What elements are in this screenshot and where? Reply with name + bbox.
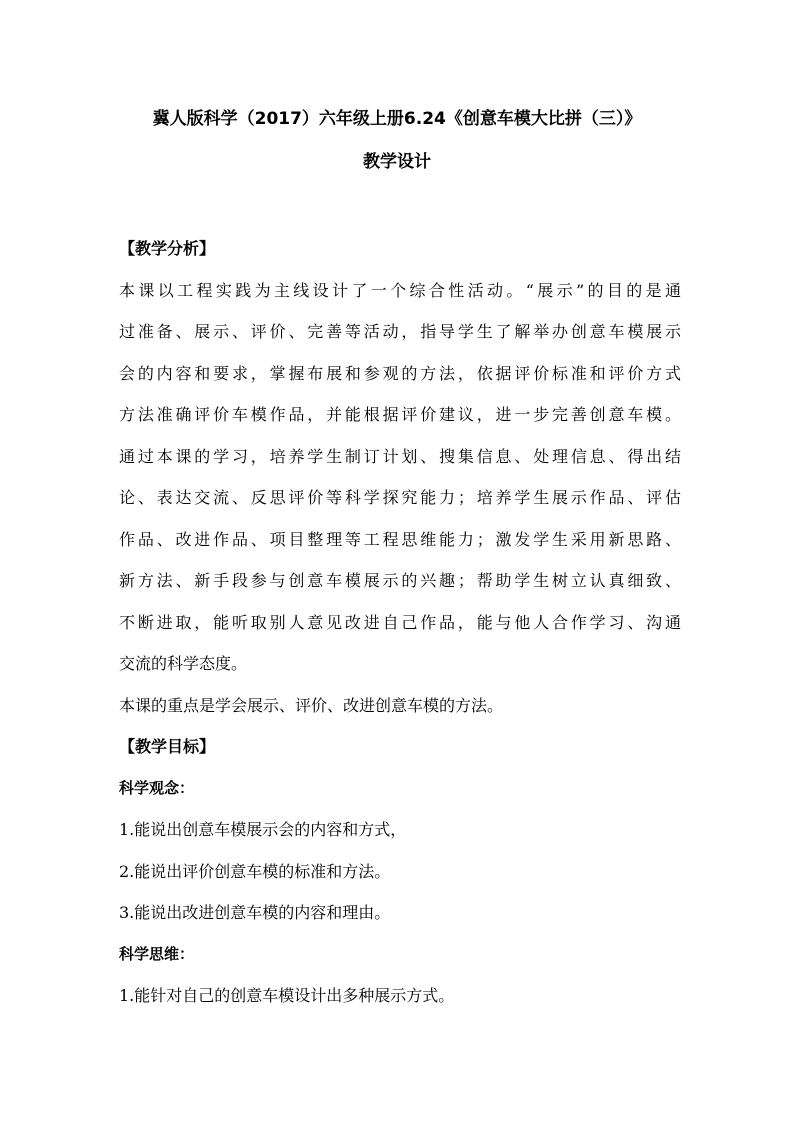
paragraph-line: 会的内容和要求，掌握布展和参观的方法，依据评价标准和评价方式 — [119, 363, 681, 383]
paragraph-line: 新方法、新手段参与创意车模展示的兴趣；帮助学生树立认真细致、 — [119, 571, 681, 590]
document-title: 冀人版科学（2017）六年级上册6.24《创意车模大比拼（三）》 — [152, 109, 642, 129]
paragraph-line: 通过本课的学习，培养学生制订计划、搜集信息、处理信息、得出结 — [119, 446, 681, 466]
document-body — [119, 228, 681, 1017]
key-point-line: 本课的重点是学会展示、评价、改进创意车模的方法。 — [119, 695, 504, 715]
paragraph-line: 不断进取，能听取别人意见改进自己作品，能与他人合作学习、沟通 — [119, 612, 681, 632]
paragraph-line: 方法准确评价车模作品，并能根据评价建议，进一步完善创意车模。 — [119, 405, 681, 424]
subheading-scientific-concepts: 科学观念： — [119, 778, 195, 797]
paragraph-line: 作品、改进作品、项目整理等工程思维能力；激发学生采用新思路、 — [119, 529, 681, 549]
subheading-scientific-thinking: 科学思维： — [119, 944, 195, 963]
list-item: 2.能说出评价创意车模的标准和方法。 — [119, 861, 391, 881]
paragraph-line: 论、表达交流、反思评价等科学探究能力；培养学生展示作品、评估 — [119, 488, 681, 507]
paragraph-line: 本课以工程实践为主线设计了一个综合性活动。“展示”的目的是通 — [119, 280, 681, 300]
list-item: 1.能针对自己的创意车模设计出多种展示方式。 — [119, 986, 455, 1005]
section-heading-analysis: 【教学分析】 — [119, 239, 216, 258]
paragraph-line: 过准备、展示、评价、完善等活动，指导学生了解举办创意车模展示 — [119, 322, 681, 341]
section-heading-objectives: 【教学目标】 — [119, 737, 216, 756]
list-item: 3.能说出改进创意车模的内容和理由。 — [119, 903, 391, 922]
document-subtitle: 教学设计 — [363, 152, 431, 172]
list-item: 1.能说出创意车模展示会的内容和方式， — [119, 820, 407, 839]
paragraph-line: 交流的科学态度。 — [119, 654, 248, 673]
